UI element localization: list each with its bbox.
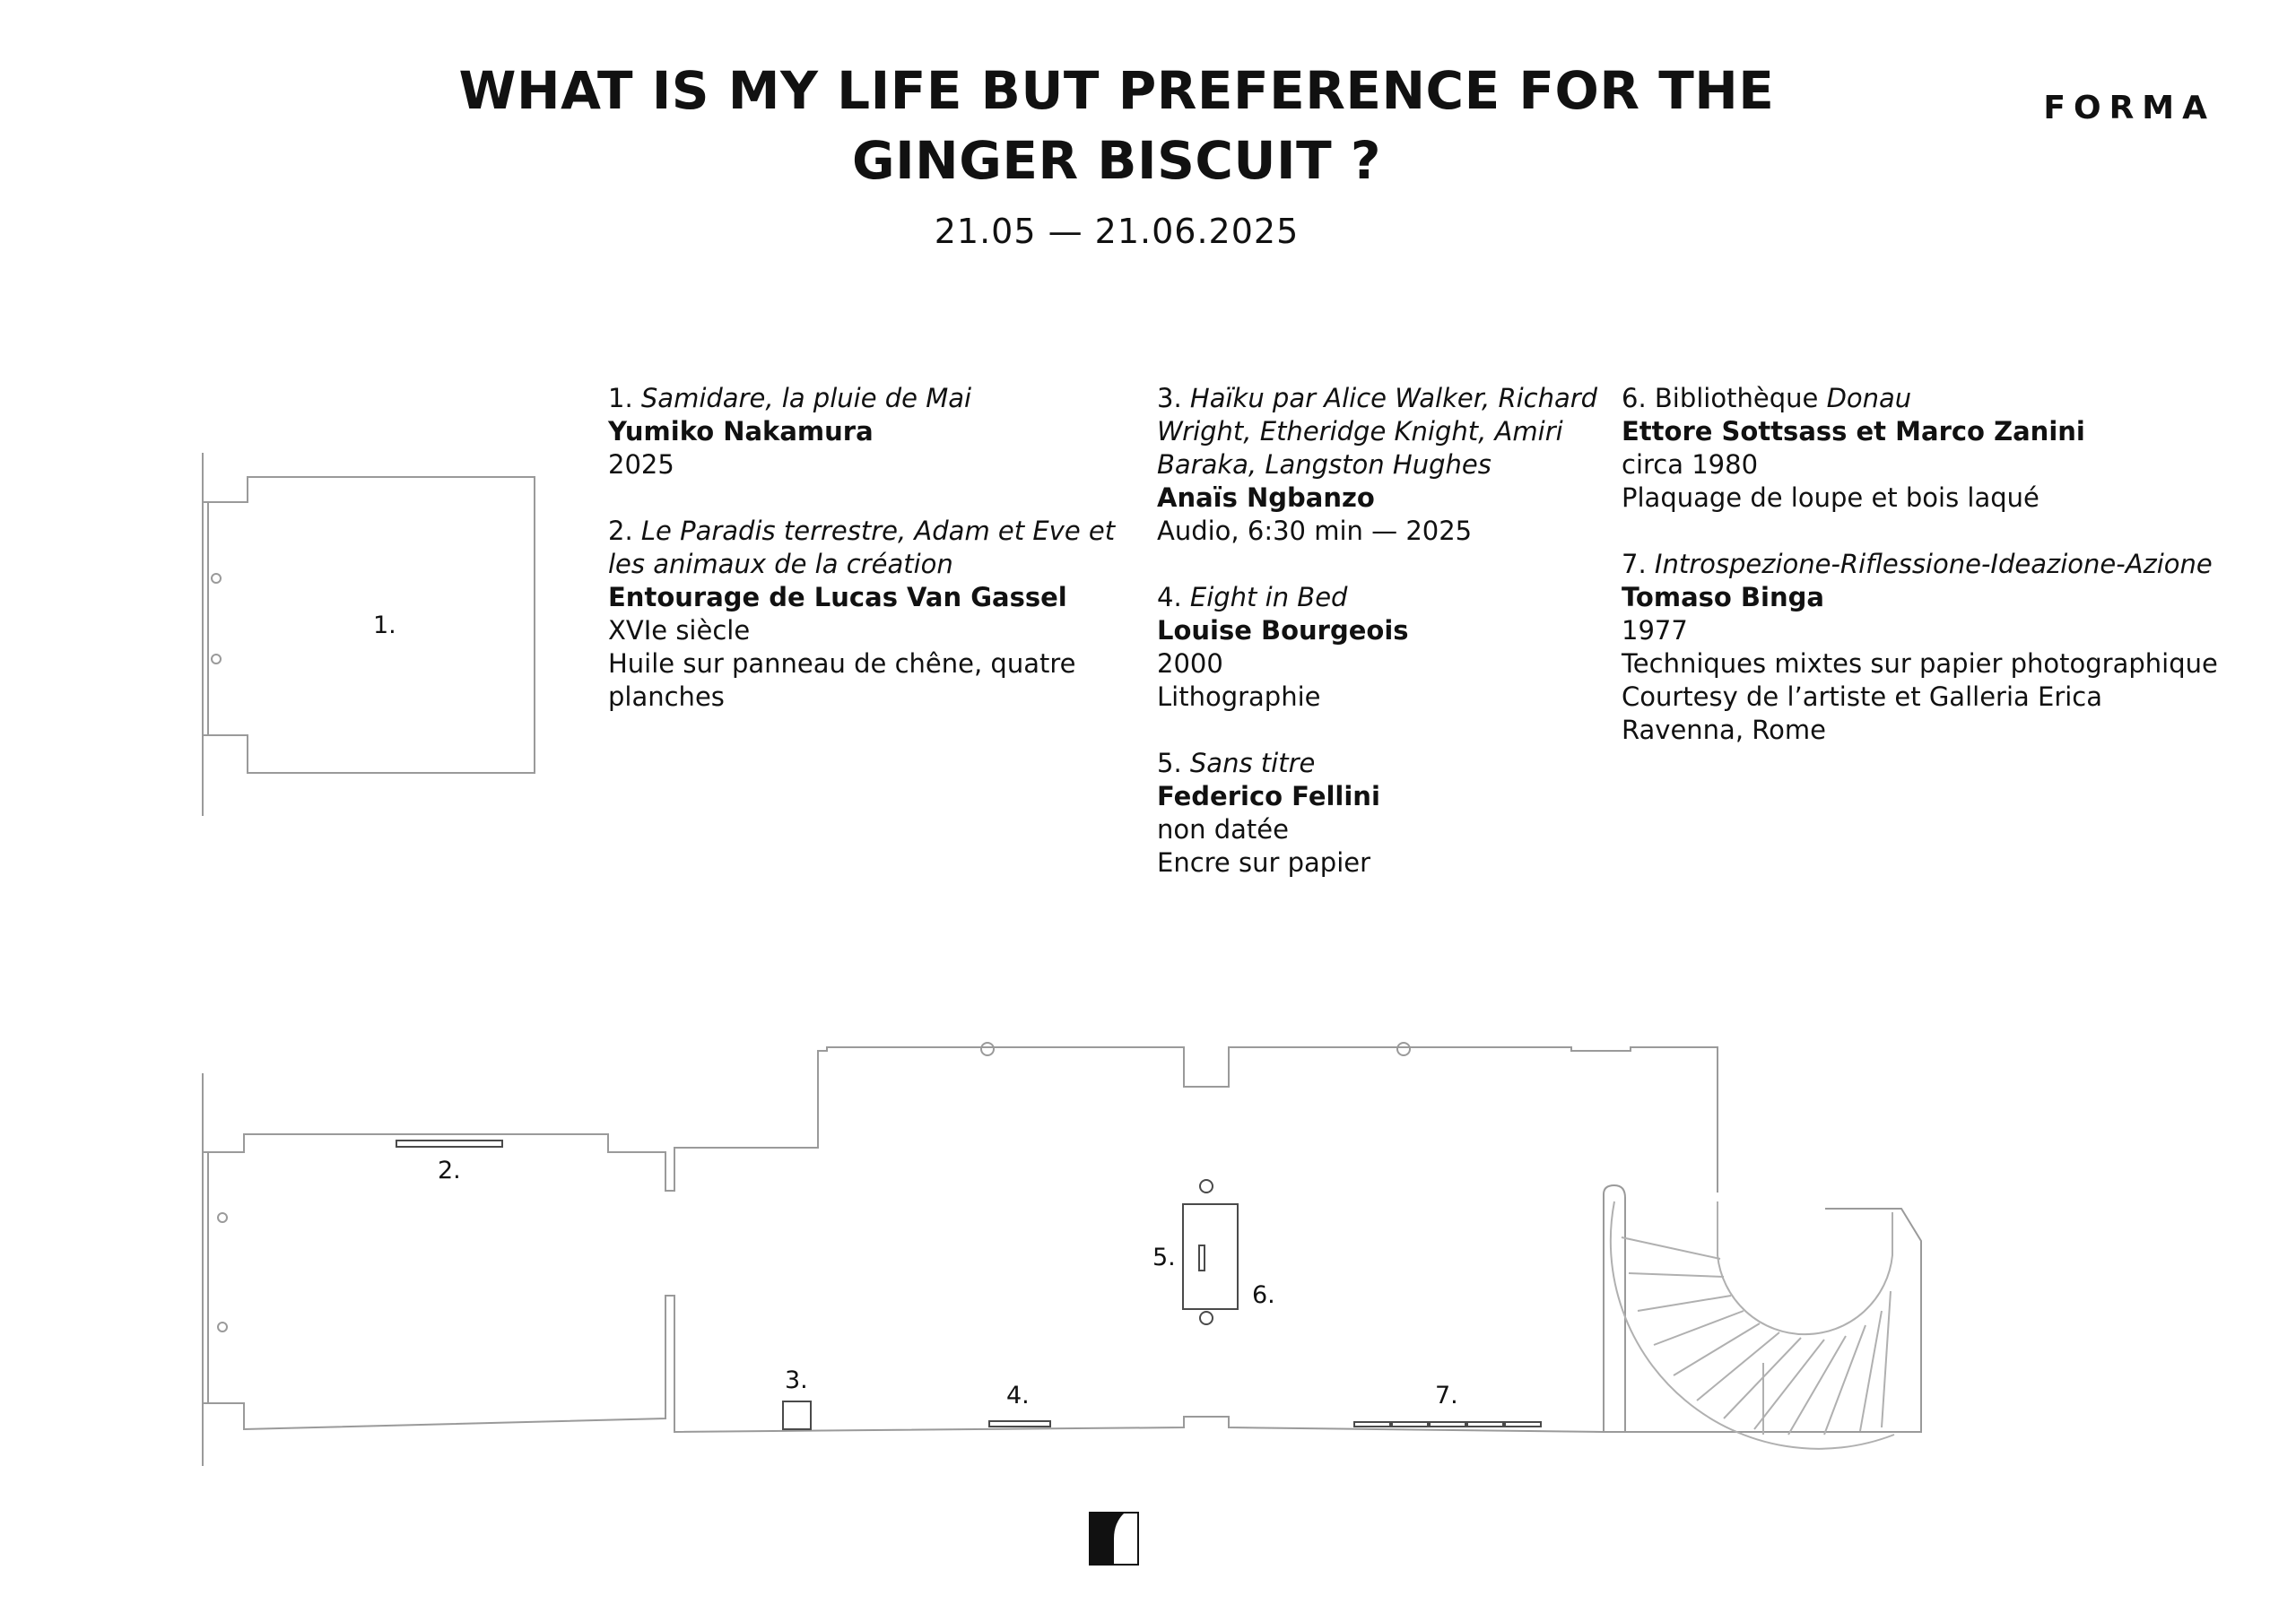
artwork-7-panel bbox=[1505, 1422, 1541, 1427]
room-1-fixture bbox=[212, 574, 221, 583]
work-number: 1. bbox=[608, 383, 641, 413]
work-number: 3. bbox=[1157, 383, 1190, 413]
artwork-6-bookcase bbox=[1183, 1204, 1238, 1309]
work-title-prefix: Bibliothèque bbox=[1654, 383, 1827, 413]
work-artist: Tomaso Binga bbox=[1622, 582, 1824, 612]
work-detail: Huile sur panneau de chêne, quatre planches bbox=[608, 648, 1076, 712]
work-number: 7. bbox=[1622, 549, 1655, 579]
artwork-7-panel bbox=[1354, 1422, 1390, 1427]
staircase-steps bbox=[1622, 1237, 1891, 1435]
gallery-column bbox=[981, 1043, 994, 1055]
work-detail: 2025 bbox=[608, 449, 674, 480]
work-artist: Federico Fellini bbox=[1157, 781, 1380, 811]
work-number: 4. bbox=[1157, 582, 1190, 612]
artwork-7-panel bbox=[1430, 1422, 1465, 1427]
gallery-fixture bbox=[218, 1323, 227, 1331]
work-number: 5. bbox=[1157, 748, 1190, 778]
main-gallery-plan bbox=[203, 1043, 1718, 1466]
title-line-1: WHAT IS MY LIFE BUT PREFERENCE FOR THE bbox=[458, 60, 1775, 121]
gallery-top-wall bbox=[203, 1047, 1718, 1193]
gallery-bottom-wall bbox=[203, 1296, 1604, 1432]
bookcase-pedestal bbox=[1200, 1180, 1213, 1193]
room-1-fixture bbox=[212, 655, 221, 664]
work-detail: 2000 bbox=[1157, 648, 1223, 679]
forma-logo-icon bbox=[1089, 1512, 1139, 1566]
work-artist: Louise Bourgeois bbox=[1157, 615, 1409, 646]
work-artist: Entourage de Lucas Van Gassel bbox=[608, 582, 1067, 612]
artwork-6-label: 6. bbox=[1252, 1281, 1275, 1309]
artwork-2-marker bbox=[396, 1141, 502, 1147]
artwork-4-label: 4. bbox=[1006, 1382, 1030, 1409]
work-detail: Techniques mixtes sur papier photographique bbox=[1622, 648, 2218, 679]
work-artist: Yumiko Nakamura bbox=[608, 416, 874, 447]
work-detail: XVIe siècle bbox=[608, 615, 751, 646]
work-detail: 1977 bbox=[1622, 615, 1688, 646]
room-1-label: 1. bbox=[373, 612, 396, 639]
work-title: Samidare, la pluie de Mai bbox=[640, 383, 972, 413]
work-title: Introspezione-Riflessione-Ideazione-Azione bbox=[1654, 549, 2213, 579]
gallery-column bbox=[1397, 1043, 1410, 1055]
work-title: Sans titre bbox=[1189, 748, 1316, 778]
work-detail: circa 1980 bbox=[1622, 449, 1759, 480]
room-1-outline bbox=[203, 477, 535, 773]
work-detail: Courtesy de l’artiste et Galleria Erica bbox=[1622, 681, 2103, 712]
artwork-7-panel bbox=[1467, 1422, 1503, 1427]
artwork-4-marker bbox=[989, 1421, 1050, 1427]
artwork-3-label: 3. bbox=[785, 1366, 808, 1394]
work-title: Donau bbox=[1826, 383, 1912, 413]
brand-logo-text: FORMA bbox=[2043, 90, 2215, 126]
bookcase-pedestal bbox=[1200, 1312, 1213, 1324]
title-line-2: GINGER BISCUIT ? bbox=[851, 130, 1381, 191]
artwork-5-label: 5. bbox=[1152, 1244, 1176, 1271]
artwork-2-label: 2. bbox=[438, 1157, 461, 1184]
work-detail: Audio, 6:30 min — 2025 bbox=[1157, 516, 1473, 546]
work-title: Le Paradis terrestre, Adam et Eve et les animaux de la création bbox=[608, 516, 1116, 579]
gallery-fixture bbox=[218, 1213, 227, 1222]
room-1-plan bbox=[203, 453, 535, 816]
work-detail: Encre sur papier bbox=[1157, 847, 1371, 878]
staircase-plan bbox=[1604, 1185, 1921, 1449]
artwork-5-marker bbox=[1199, 1245, 1205, 1271]
work-number: 2. bbox=[608, 516, 641, 546]
work-title: Eight in Bed bbox=[1189, 582, 1348, 612]
work-detail: Plaquage de loupe et bois laqué bbox=[1622, 482, 2039, 513]
exhibition-dates: 21.05 — 21.06.2025 bbox=[934, 212, 1300, 251]
work-detail: non datée bbox=[1157, 814, 1289, 845]
work-artist: Anaïs Ngbanzo bbox=[1157, 482, 1375, 513]
work-title: Haïku par Alice Walker, Richard Wright, Etheridge Knight, Amiri Baraka, Langston Hughes bbox=[1157, 383, 1598, 480]
work-number: 6. bbox=[1622, 383, 1655, 413]
work-detail: Ravenna, Rome bbox=[1622, 715, 1826, 745]
artwork-7-panel bbox=[1392, 1422, 1428, 1427]
staircase-outer-arc bbox=[1611, 1201, 1894, 1449]
staircase-inner-arc bbox=[1718, 1201, 1892, 1334]
artwork-3-marker bbox=[783, 1401, 811, 1429]
work-artist: Ettore Sottsass et Marco Zanini bbox=[1622, 416, 2085, 447]
artwork-7-marker bbox=[1354, 1422, 1541, 1427]
artwork-7-label: 7. bbox=[1435, 1382, 1458, 1409]
work-detail: Lithographie bbox=[1157, 681, 1321, 712]
